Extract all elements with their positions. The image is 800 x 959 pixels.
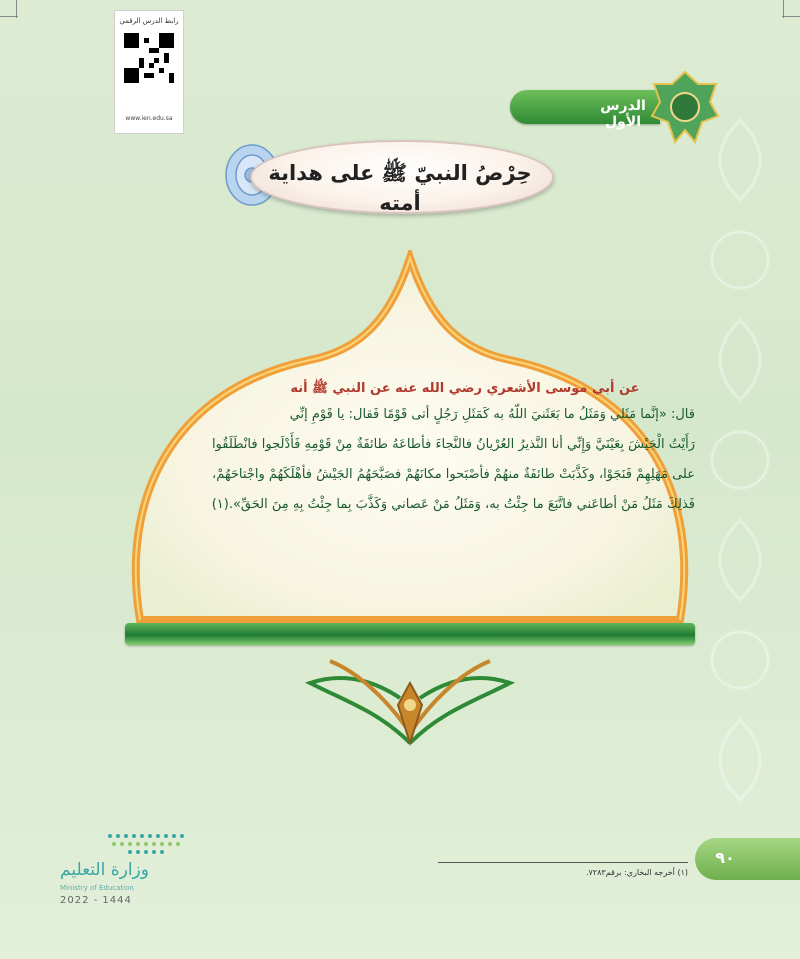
qr-label: رابط الدرس الرقمي xyxy=(119,17,179,25)
lesson-label: الدرس الأول xyxy=(600,98,646,130)
hadith-line: رَأَيْتُ الْجَيْشَ بِعَيْنَيَّ وَإِنِّي أنا النَّذيرُ العُرْيانُ فالنَّجاءَ فأطاعَهُ طائفَةٌ مِنْ قَوْمِهِ فَأَدْلَجوا فانْطَلَقُوا xyxy=(211,437,695,452)
page-number: ٩٠ xyxy=(715,848,735,867)
green-divider-bar xyxy=(125,623,695,645)
qr-url[interactable]: www.ien.edu.sa xyxy=(125,115,173,122)
hadith-line: على مَهَلِهِمْ فَنَجَوْا، وكَذَّبَتْ طائفَةٌ منهُمْ فأصْبَحوا مكانَهُمْ فصَبَّحَهُمُ الجَيْشُ فأهْلَكَهُمْ واجْتاحَهُمْ، xyxy=(212,467,695,482)
lesson-title: حِرْصُ النبيّ ﷺ على هداية أمته xyxy=(268,161,532,215)
ministry-name-arabic: وزارة التعليم xyxy=(60,860,149,880)
hadith-line: قال: «إنَّما مَثَلي وَمَثَلُ ما بَعَثَنيَ اللّهُ به كَمَثَلِ رَجُلٍ أتى قَوْمًا فَقال: يا قَوْمِ إنِّي xyxy=(289,407,695,422)
crop-mark xyxy=(16,0,17,18)
ornament-icon xyxy=(650,70,720,144)
footnote: (١) أخرجه البخاري: برقم٧٢٨٣. xyxy=(585,868,688,877)
ministry-name-english: Ministry of Education xyxy=(60,884,134,892)
hadith-intro: عن أبي موسى الأشعري رضي الله عنه عن النبي ﷺ أنه xyxy=(290,381,640,396)
arabesque-ornament-icon xyxy=(290,643,530,753)
qr-card[interactable] xyxy=(114,10,184,134)
hadith-line: فَذلِكَ مَثَلُ مَنْ أطاعَني فاتَّبَعَ ما جِئْتُ به، وَمَثَلُ مَنْ عَصاني وَكَذَّبَ بِما جِئْتُ بِهِ مِنَ الحَقِّ».(١) xyxy=(211,497,695,512)
ministry-year: 2022 - 1444 xyxy=(60,895,132,906)
footnote-rule xyxy=(438,862,688,863)
qr-code-icon[interactable] xyxy=(124,33,174,83)
ministry-logo-icon xyxy=(100,830,190,860)
